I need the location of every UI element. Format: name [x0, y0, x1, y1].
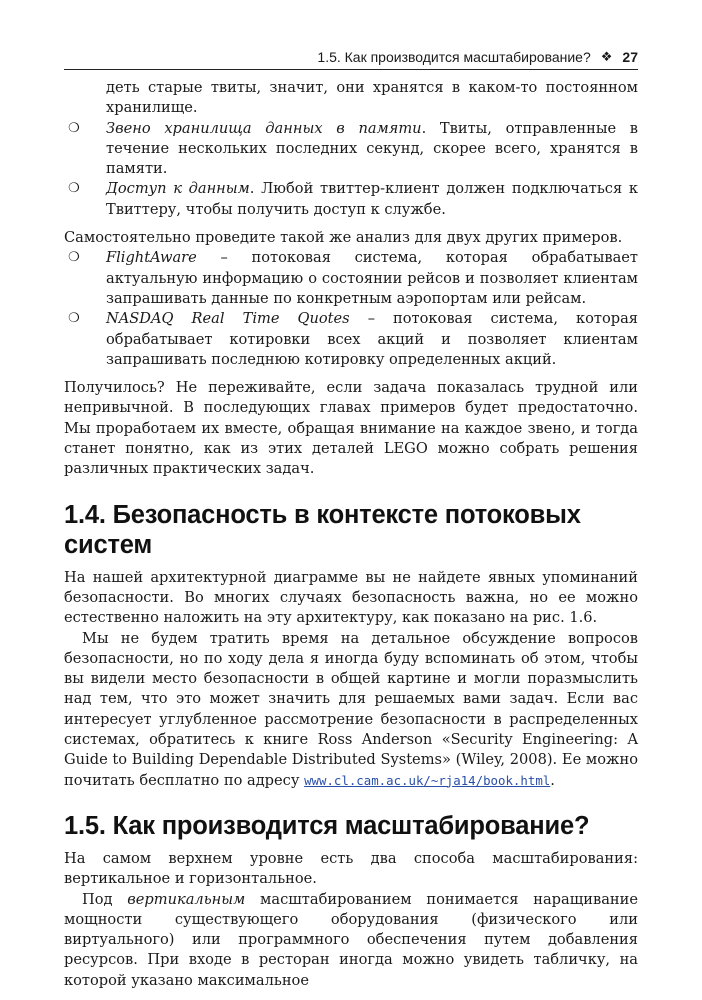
bullet-list-examples	[64, 248, 638, 370]
list-item-term: NASDAQ Real Time Quotes	[106, 310, 350, 328]
list-item	[64, 248, 638, 309]
list-item	[64, 119, 638, 180]
paragraph-scaling-2	[64, 890, 638, 991]
list-item-text: – потоковая система, которая обрабатывает актуальную информацию о состоянии рейсов и позволяет клиентам запрашивать данные по конкретным аэропортам или рейсам.	[106, 249, 638, 307]
paragraph-done: Получилось? Не переживайте, если задача показалась трудной или непривычной. В последующих главах примеров будет предостаточно. Мы проработаем их вместе, обращая внимание на каждое звено, и тогда станет понятно, как из этих деталей LEGO можно собрать решения различных практических задач.	[64, 379, 638, 478]
section-heading-1-5: 1.5. Как производится масштабирование?	[64, 811, 590, 840]
book-url-link[interactable]: www.cl.cam.ac.uk/~rja14/book.html	[304, 772, 551, 788]
list-item-term: FlightAware	[106, 249, 197, 267]
continuation-text: деть старые твиты, значит, они хранятся в каком-то постоянном хранилище.	[106, 79, 638, 117]
book-page	[64, 46, 638, 991]
list-item-term: Звено хранилища данных в памяти	[106, 119, 422, 137]
bullet-circle-icon: ❍	[68, 120, 80, 136]
paragraph-text: Мы не будем тратить время на детальное обсуждение вопросов безопасности, но по ходу дела я иногда буду вспоминать об этом, чтобы вы видели место безопасности в общей картине и могли поразмыслить над тем, что это может значить для решаемых вами задач. Если вас интересует углубленное рассмотрение безопасности в распределенных системах, обратитесь к книге Ross Anderson «Security Engineering: A Guide to Building Dependable Distributed Systems» (Wiley, 2008). Ее можно почитать бесплатно по адресу	[64, 629, 638, 789]
list-item-text: . Твиты, отправленные в течение нескольких последних секунд, скорее всего, хранятся в памяти.	[106, 119, 639, 178]
running-header	[64, 46, 638, 70]
ornament-icon: ❖	[600, 49, 613, 64]
paragraph-security-1: На нашей архитектурной диаграмме вы не найдете явных упоминаний безопасности. Во многих случаях безопасность важна, но ее можно естественно наложить на эту архитектуру, как показано на рис. 1.6.	[64, 568, 638, 627]
list-item	[64, 179, 638, 220]
running-title: 1.5. Как производится масштабирование?	[317, 49, 591, 65]
paragraph-end: .	[550, 771, 555, 789]
paragraph-text: масштабированием понимается наращивание мощности существующего оборудования (физического или виртуального) или программного обеспечения путем добавления ресурсов. При входе в ресторан иногда можно увидеть табличку, на которой указано максимальное	[64, 890, 639, 989]
list-item-term: Доступ к данным	[106, 180, 250, 198]
paragraph-security-2	[64, 629, 638, 791]
page-body	[64, 70, 638, 991]
bullet-circle-icon: ❍	[68, 311, 80, 327]
list-item-text: – потоковая система, которая обрабатывает котировки всех акций и позволяет клиентам запрашивать последнюю котировку определенных акций.	[106, 310, 639, 368]
list-item-text: . Любой твиттер-клиент должен подключаться к Твиттеру, чтобы получить доступ к службе.	[106, 180, 638, 218]
section-heading-1-4: 1.4. Безопасность в контексте потоковых систем	[64, 500, 581, 559]
bullet-circle-icon: ❍	[68, 181, 80, 197]
paragraph-lead: Под	[82, 890, 128, 908]
paragraph-scaling-1: На самом верхнем уровне есть два способа масштабирования: вертикальное и горизонтальное.	[64, 849, 638, 888]
bullet-list-twitter	[64, 119, 638, 220]
emphasis-vertical: вертикальным	[127, 890, 246, 908]
page-number: 27	[622, 49, 638, 65]
list-item	[64, 309, 638, 370]
paragraph-self-analysis: Самостоятельно проведите такой же анализ для двух других примеров.	[64, 229, 623, 247]
bullet-circle-icon: ❍	[68, 250, 80, 266]
